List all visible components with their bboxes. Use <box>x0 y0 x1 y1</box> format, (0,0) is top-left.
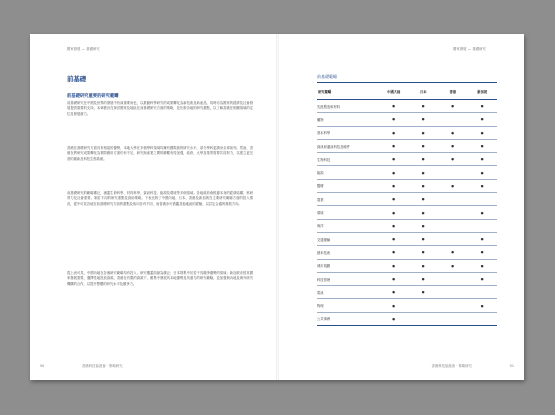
table-cell-mark: ● <box>438 179 468 192</box>
column-header: 日本 <box>409 83 439 100</box>
table-cell-mark <box>438 299 468 312</box>
table-cell-mark: ● <box>468 232 498 245</box>
table-cell-mark: ● <box>468 166 498 179</box>
running-head-left: 國家發展 — 基礎研究 <box>67 47 100 51</box>
table-row <box>317 299 497 312</box>
table-cell-mark: ● <box>379 312 409 325</box>
table-cell-mark: ● <box>468 179 498 192</box>
column-header: 新加坡 <box>468 83 498 100</box>
column-header: 香港 <box>438 83 468 100</box>
row-label: 納米技術 <box>317 246 379 259</box>
table-row <box>317 179 497 192</box>
section-subtitle: 前基礎研究重要的研究範疇 <box>67 94 119 99</box>
row-label: 醫療 <box>317 179 379 192</box>
table-cell-mark: ● <box>379 272 409 285</box>
table-row <box>317 153 497 166</box>
table-cell-mark: ● <box>379 232 409 245</box>
table-row <box>317 259 497 272</box>
table-cell-mark: ● <box>438 100 468 113</box>
body-paragraph-3: 前基礎研究的範疇廣泛，涵蓋生命科學、材料科學、資訊科技、能源及環境等多個領域。各地政府會根據本身的經濟結構、科研實力及社會需要，制訂不同的研究重點及資助策略。下表比較了中國內地、日本、香港及新加坡在主要研究範疇方面的投入情況，從中可見各地在前基礎研究方面的重點及取向各有不同，而香港亦可借鑑其他地區的經驗，以訂定合適的發展方向。 <box>67 191 253 206</box>
table-cell-mark: ● <box>438 246 468 259</box>
table-cell-mark: ● <box>409 219 439 232</box>
page-number-right: 51 <box>509 364 514 368</box>
row-label: 資訊和通訊科技及硬件 <box>317 139 379 152</box>
table-cell-mark: ● <box>379 219 409 232</box>
table-cell-mark: ● <box>379 126 409 139</box>
table-cell-mark: ● <box>438 259 468 272</box>
body-paragraph-1: 前基礎研究在中國及世界的發展中扮演重要角色，以推動科學研究的成果轉化為新技術及新產品，同時亦為國家的經濟及社會發展提供重要的支持。本章節旨在探討國家及地區在前基礎研究方面的策略，並比較各地的研究重點，以了解香港在相關領域的定位及發展潛力。 <box>67 101 253 116</box>
row-label: 農業 <box>317 193 379 206</box>
row-label: 藥物 <box>317 113 379 126</box>
table-cell-mark <box>438 206 468 219</box>
table-cell-mark: ● <box>379 193 409 206</box>
table-cell-mark <box>438 312 468 325</box>
table-row <box>317 206 497 219</box>
row-label: 物理 <box>317 299 379 312</box>
table-cell-mark: ● <box>438 139 468 152</box>
page-number-left: 50 <box>40 364 45 368</box>
table-cell-mark <box>438 232 468 245</box>
running-head-right: 國家發展 — 基礎研究 <box>453 47 486 51</box>
table-row <box>317 272 497 285</box>
column-header: 中國大陸 <box>379 83 409 100</box>
table-cell-mark: ● <box>379 179 409 192</box>
table-cell-mark: ● <box>409 179 439 192</box>
table-row <box>317 286 497 299</box>
table-row <box>317 139 497 152</box>
table-cell-mark: ● <box>379 100 409 113</box>
table-cell-mark: ● <box>409 126 439 139</box>
footer-text-left: 香港科技協進會 · 策略研究 <box>82 364 123 368</box>
table-cell-mark <box>409 299 439 312</box>
table-cell-mark: ● <box>468 139 498 152</box>
table-cell-mark: ● <box>409 100 439 113</box>
page-gutter <box>276 34 279 380</box>
table-cell-mark: ● <box>409 153 439 166</box>
row-label: 城市規劃 <box>317 259 379 272</box>
comparison-table <box>317 82 497 326</box>
table-cell-mark: ● <box>409 113 439 126</box>
table-cell-mark: ● <box>409 259 439 272</box>
table-cell-mark: ● <box>379 299 409 312</box>
table-cell-mark: ● <box>468 259 498 272</box>
row-label: 基本科學 <box>317 126 379 139</box>
table-cell-mark: ● <box>468 100 498 113</box>
row-label: 能源 <box>317 166 379 179</box>
section-title: 前基礎 <box>67 75 87 83</box>
row-label: 電訊 <box>317 286 379 299</box>
table-cell-mark: ● <box>409 272 439 285</box>
row-label: 環境 <box>317 206 379 219</box>
table-cell-mark: ● <box>379 246 409 259</box>
table-cell-mark: ● <box>409 206 439 219</box>
table-cell-mark: ● <box>409 166 439 179</box>
row-label: 科技管理 <box>317 272 379 285</box>
table-cell-mark <box>438 286 468 299</box>
footer-text-right: 香港科技協進會 · 策略研究 <box>431 364 472 368</box>
table-row <box>317 113 497 126</box>
table-cell-mark: ● <box>468 126 498 139</box>
book-spread <box>30 34 524 380</box>
table-cell-mark: ● <box>468 113 498 126</box>
table-cell-mark: ● <box>379 286 409 299</box>
table-cell-mark: ● <box>379 259 409 272</box>
table-cell-mark <box>438 272 468 285</box>
table-cell-mark <box>438 193 468 206</box>
table-cell-mark <box>468 286 498 299</box>
table-cell-mark: ● <box>468 299 498 312</box>
table-cell-mark <box>438 113 468 126</box>
table-title: 前基礎範疇 <box>317 74 337 79</box>
table-cell-mark: ● <box>409 246 439 259</box>
table-cell-mark: ● <box>409 286 439 299</box>
table-cell-mark: ● <box>379 166 409 179</box>
table-header-row <box>317 83 497 100</box>
table-cell-mark <box>468 193 498 206</box>
table-cell-mark: ● <box>379 113 409 126</box>
table-cell-mark: ● <box>468 246 498 259</box>
row-label: 交通運輸 <box>317 232 379 245</box>
table-cell-mark: ● <box>409 232 439 245</box>
table-cell-mark: ● <box>379 139 409 152</box>
table-cell-mark: ● <box>438 153 468 166</box>
table-cell-mark: ● <box>379 153 409 166</box>
table-cell-mark: ● <box>409 139 439 152</box>
table-cell-mark: ● <box>468 272 498 285</box>
table-cell-mark <box>468 219 498 232</box>
body-paragraph-2: 香港在基礎研究方面具有相當的優勢，本地大學在多個學科領域均擁有國際級的研究水平，部分學科更躋身全球前列。然而，香港在將研究成果轉化為實際應用方面仍有不足，研究與產業之間的聯繫有待加強，政府、大學及業界需要共同努力，以建立更完善的創新及科技生態系統。 <box>67 146 253 161</box>
table-row <box>317 312 497 325</box>
table-cell-mark <box>468 312 498 325</box>
row-label: 海洋 <box>317 219 379 232</box>
table-row <box>317 193 497 206</box>
table-row <box>317 126 497 139</box>
table-cell-mark <box>409 312 439 325</box>
table-cell-mark: ● <box>438 126 468 139</box>
row-label: 公共事務 <box>317 312 379 325</box>
table-cell-mark: ● <box>409 193 439 206</box>
table-cell-mark: ● <box>468 153 498 166</box>
table-row <box>317 232 497 245</box>
table-row <box>317 100 497 113</box>
body-paragraph-4: 從上表可見，中國內地在各個研究範疇均有投入，研究覆蓋面最為廣泛；日本則集中於若干具競爭優勢的領域；新加坡亦按其國家發展需要，選擇性地投放資源。香港在有限的資源下，應集中發展具本地優勢及具潛力的研究範疇，並加強與內地及海外研究機構的合作，以提升整體的研究水平及競爭力。 <box>67 271 253 286</box>
table-row <box>317 219 497 232</box>
table-cell-mark: ● <box>468 206 498 219</box>
table-cell-mark <box>438 166 468 179</box>
row-label: 生物科技 <box>317 153 379 166</box>
table-row <box>317 166 497 179</box>
table-row <box>317 246 497 259</box>
table-cell-mark: ● <box>379 206 409 219</box>
column-header: 研究範疇 <box>317 83 379 100</box>
row-label: 先進製造和材料 <box>317 100 379 113</box>
table-cell-mark <box>438 219 468 232</box>
